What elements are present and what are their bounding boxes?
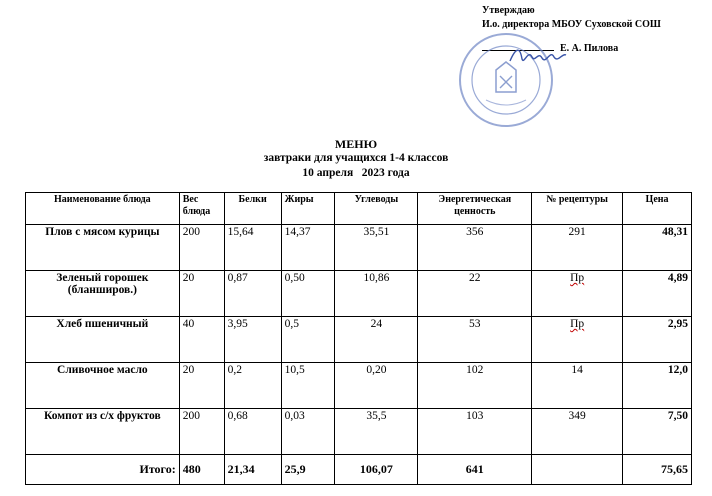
menu-title: МЕНЮ <box>334 137 378 151</box>
dish-recipe: 291 <box>532 225 623 271</box>
total-label: Итого: <box>26 455 180 485</box>
dish-fat: 0,50 <box>281 271 335 317</box>
dish-energy: 22 <box>418 271 532 317</box>
dish-fat: 10,5 <box>281 363 335 409</box>
dish-recipe-text: Пр <box>570 318 585 330</box>
dish-weight: 40 <box>179 317 224 363</box>
total-price: 75,65 <box>623 455 692 485</box>
header-recipe: № рецептуры <box>532 193 623 225</box>
dish-name: Сливочное масло <box>26 363 180 409</box>
dish-name: Компот из с/х фруктов <box>26 409 180 455</box>
dish-energy: 103 <box>418 409 532 455</box>
dish-price: 2,95 <box>623 317 692 363</box>
header-weight: Вес блюда <box>179 193 224 225</box>
header-carbs: Углеводы <box>335 193 418 225</box>
dish-energy: 53 <box>418 317 532 363</box>
header-price: Цена <box>623 193 692 225</box>
dish-weight: 20 <box>179 271 224 317</box>
dish-weight: 200 <box>179 409 224 455</box>
dish-name: Зеленый горошек (бланширов.) <box>26 271 180 317</box>
menu-date-year: 2023 года <box>361 167 410 179</box>
dish-weight: 20 <box>179 363 224 409</box>
dish-protein: 0,87 <box>224 271 281 317</box>
dish-price: 12,0 <box>623 363 692 409</box>
dish-protein: 0,68 <box>224 409 281 455</box>
dish-recipe-text: Пр <box>570 272 585 284</box>
table-row <box>26 271 692 317</box>
approval-position: И.о. директора МБОУ Суховской СОШ <box>482 19 661 30</box>
dish-carbs: 10,86 <box>335 271 418 317</box>
dish-energy: 102 <box>418 363 532 409</box>
dish-carbs: 35,51 <box>335 225 418 271</box>
table-header-row <box>26 193 692 225</box>
total-row <box>26 455 692 485</box>
header-fat: Жиры <box>281 193 335 225</box>
table-row <box>26 317 692 363</box>
dish-carbs: 0,20 <box>335 363 418 409</box>
approval-signer: Е. А. Пилова <box>560 43 619 54</box>
dish-recipe: 349 <box>532 409 623 455</box>
dish-fat: 0,5 <box>281 317 335 363</box>
dish-price: 48,31 <box>623 225 692 271</box>
total-weight: 480 <box>179 455 224 485</box>
dish-fat: 14,37 <box>281 225 335 271</box>
dish-energy: 356 <box>418 225 532 271</box>
table-row <box>26 409 692 455</box>
handwritten-signature <box>508 43 568 67</box>
menu-subtitle: завтраки для учащихся 1-4 классов <box>263 152 449 164</box>
total-energy: 641 <box>418 455 532 485</box>
table-row <box>26 225 692 271</box>
dish-price: 7,50 <box>623 409 692 455</box>
header-name: Наименование блюда <box>26 193 180 225</box>
total-protein: 21,34 <box>224 455 281 485</box>
dish-weight: 200 <box>179 225 224 271</box>
dish-recipe: 14 <box>532 363 623 409</box>
approval-heading: Утверждаю <box>482 5 535 16</box>
dish-name: Хлеб пшеничный <box>26 317 180 363</box>
dish-protein: 3,95 <box>224 317 281 363</box>
dish-protein: 0,2 <box>224 363 281 409</box>
dish-protein: 15,64 <box>224 225 281 271</box>
header-energy: Энергетическая ценность <box>418 193 532 225</box>
total-recipe <box>532 455 623 485</box>
header-protein: Белки <box>224 193 281 225</box>
menu-table <box>25 192 692 485</box>
dish-recipe <box>532 271 623 317</box>
dish-carbs: 35,5 <box>335 409 418 455</box>
dish-fat: 0,03 <box>281 409 335 455</box>
dish-name: Плов с мясом курицы <box>26 225 180 271</box>
menu-date <box>0 167 712 179</box>
dish-price: 4,89 <box>623 271 692 317</box>
table-row <box>26 363 692 409</box>
dish-recipe <box>532 317 623 363</box>
total-carbs: 106,07 <box>335 455 418 485</box>
menu-date-day: 10 апреля <box>302 167 354 179</box>
dish-carbs: 24 <box>335 317 418 363</box>
total-fat: 25,9 <box>281 455 335 485</box>
